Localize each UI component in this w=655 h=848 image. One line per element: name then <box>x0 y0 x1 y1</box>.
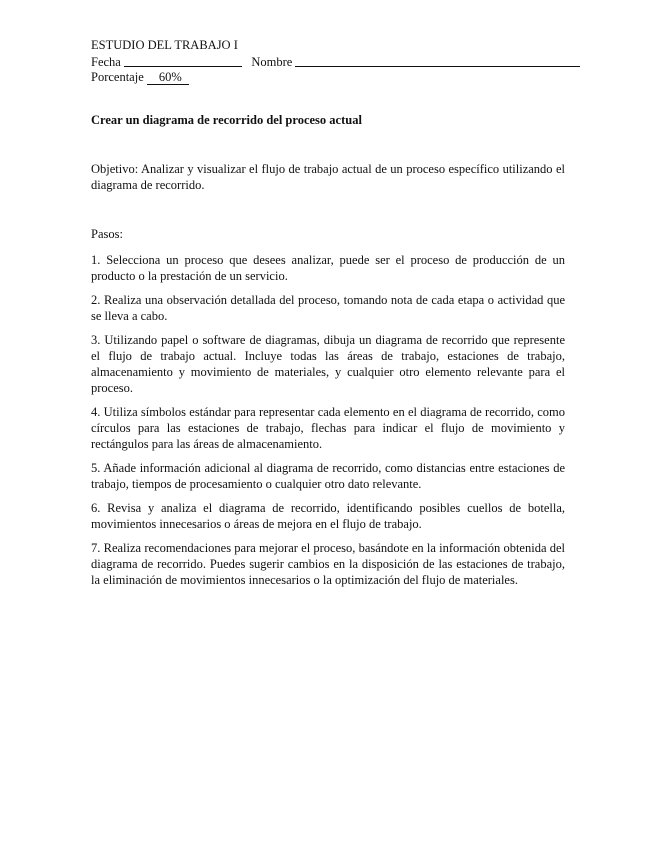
name-label: Nombre <box>251 55 293 69</box>
assignment-title: Crear un diagrama de recorrido del proceso actual <box>91 113 362 127</box>
percentage-value: 60% <box>147 71 189 85</box>
step-item: 4. Utiliza símbolos estándar para representar cada elemento en el diagrama de recorrido, como círculos para las estaciones de trabajo, flechas para indicar el flujo de movimiento y rectángulos para las áreas de almacenamiento. <box>91 405 565 451</box>
percentage-line <box>91 69 565 85</box>
step-item: 3. Utilizando papel o software de diagramas, dibuja un diagrama de recorrido que represente el flujo de trabajo actual. Incluye todas las áreas de trabajo, estaciones de trabajo, almacenamiento y movimiento de materiales, y cualquier otro elemento relevante para el proceso. <box>91 333 565 395</box>
step-item: 6. Revisa y analiza el diagrama de recorrido, identificando posibles cuellos de botella, movimientos innecesarios o áreas de mejora en el flujo de trabajo. <box>91 501 565 531</box>
course-title: ESTUDIO DEL TRABAJO I <box>91 38 238 52</box>
step-item: 7. Realiza recomendaciones para mejorar el proceso, basándote en la información obtenida del diagrama de recorrido. Puedes sugerir cambios en la disposición de las estaciones de trabajo, la eliminación de movimientos innecesarios o la optimización del flujo de materiales. <box>91 541 565 587</box>
steps-list <box>91 252 565 588</box>
steps-heading: Pasos: <box>91 227 123 241</box>
document-page <box>91 37 565 588</box>
step-item: 2. Realiza una observación detallada del proceso, tomando nota de cada etapa o actividad que se lleva a cabo. <box>91 293 565 323</box>
date-name-line <box>91 53 565 69</box>
name-field[interactable] <box>295 54 580 67</box>
objective-text: Objetivo: Analizar y visualizar el flujo de trabajo actual de un proceso específico utilizando el diagrama de recorrido. <box>91 162 565 192</box>
date-field[interactable] <box>124 54 242 67</box>
step-item: 1. Selecciona un proceso que desees analizar, puede ser el proceso de producción de un producto o la prestación de un servicio. <box>91 253 565 283</box>
step-item: 5. Añade información adicional al diagrama de recorrido, como distancias entre estaciones de trabajo, tiempos de procesamiento o cualquier otro dato relevante. <box>91 461 565 491</box>
date-label: Fecha <box>91 55 121 69</box>
percentage-label: Porcentaje <box>91 70 144 84</box>
